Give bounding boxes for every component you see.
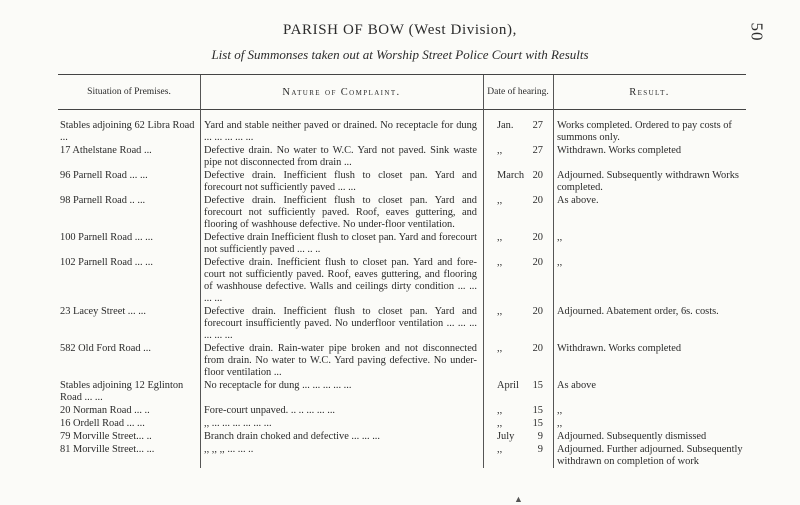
table-row [58, 418, 746, 430]
result-cell: Adjourned. Subsequently dismissed [557, 431, 707, 442]
column-divider [553, 75, 554, 110]
summons-table [58, 74, 746, 468]
result-cell: As above. [557, 195, 599, 206]
complaint-cell: Defective drain. Inefficient flush to closet pan. Yard and forecourt insufficiently paved. No underfloor ventilation ... ... ... ... ... ... [204, 306, 477, 341]
date-cell [483, 170, 553, 194]
table-row [58, 444, 746, 468]
date-month: ,, [497, 343, 503, 354]
result-cell: ,, [557, 418, 563, 429]
complaint-cell: ,, ,, ,, ... ... .. [204, 444, 254, 455]
situation-cell: 20 Norman Road ... .. [60, 405, 150, 416]
header-result: Result. [629, 86, 670, 98]
complaint-cell: No receptacle for dung ... ... ... ... ... [204, 380, 352, 391]
table-header [58, 75, 746, 110]
date-month: ,, [497, 405, 503, 416]
situation-cell: 81 Morville Street... ... [60, 444, 155, 455]
table-row [58, 257, 746, 305]
page-mark: ▲ [514, 494, 523, 504]
result-cell: Adjourned. Further adjourned. Subsequently withdrawn on completion of work [557, 444, 743, 467]
table-row [58, 306, 746, 342]
table-row [58, 145, 746, 169]
complaint-cell: Branch drain choked and defective ... ... ... [204, 431, 380, 442]
situation-cell: 79 Morville Street... .. [60, 431, 152, 442]
date-cell [483, 444, 553, 468]
table-row [58, 120, 746, 144]
date-month: Jan. [497, 120, 514, 131]
situation-cell: 100 Parnell Road ... ... [60, 232, 153, 243]
date-month: ,, [497, 195, 503, 206]
result-cell: Adjourned. Abatement order, 6s. costs. [557, 306, 719, 317]
date-cell [483, 405, 553, 417]
column-divider [483, 75, 484, 110]
date-day: 20 [532, 195, 543, 206]
table-body [58, 110, 746, 468]
date-cell [483, 431, 553, 443]
complaint-cell: Defective drain. No water to W.C. Yard not paved. Sink waste pipe not disconnected from drain ... [204, 145, 477, 168]
column-divider [553, 110, 554, 468]
date-day: 20 [532, 343, 543, 354]
date-cell [483, 145, 553, 169]
date-cell [483, 343, 553, 379]
result-cell: ,, [557, 257, 563, 268]
complaint-cell: Defective drain. Rain-water pipe broken and not disconnected from drain. No water to W.C. Yard paving defective. No under-floor ventilation ... [204, 343, 477, 378]
result-cell: ,, [557, 405, 563, 416]
page-title: PARISH OF BOW (West Division), [283, 22, 517, 38]
situation-cell: 582 Old Ford Road ... [60, 343, 151, 354]
header-complaint: Nature of Complaint. [282, 86, 401, 98]
table-row [58, 170, 746, 194]
date-month: ,, [497, 232, 503, 243]
complaint-cell: Fore-court unpaved. .. .. ... ... ... [204, 405, 336, 416]
date-day: 20 [532, 306, 543, 317]
date-cell [483, 195, 553, 231]
column-divider [200, 110, 201, 468]
date-day: 20 [532, 257, 543, 268]
date-cell [483, 232, 553, 256]
date-day: 15 [532, 380, 543, 391]
complaint-cell: Yard and stable neither paved or drained. No receptacle for dung ... ... ... ... ... [204, 120, 477, 143]
date-cell [483, 120, 553, 144]
date-day: 20 [532, 232, 543, 243]
date-day: 15 [532, 405, 543, 416]
header-situation: Situation of Premises. [87, 87, 171, 97]
date-month: ,, [497, 257, 503, 268]
header-date: Date of hearing. [487, 87, 549, 97]
complaint-cell: Defective drain. Inefficient flush to closet pan. Yard and forecourt not sufficiently paved. Roof, eaves guttering, and flooring of washhouse defective. No under-floor ventilation. [204, 195, 477, 230]
situation-cell: Stables adjoining 12 Eglinton Road ... ... [60, 380, 184, 403]
date-month: ,, [497, 444, 503, 455]
date-cell [483, 306, 553, 342]
column-divider [200, 75, 201, 110]
date-day: 9 [537, 431, 543, 442]
table-row [58, 195, 746, 231]
table-row [58, 380, 746, 404]
date-cell [483, 418, 553, 430]
situation-cell: 96 Parnell Road ... ... [60, 170, 148, 181]
date-month: ,, [497, 418, 503, 429]
date-cell [483, 257, 553, 305]
situation-cell: 102 Parnell Road ... ... [60, 257, 153, 268]
situation-cell: Stables adjoining 62 Libra Road ... [60, 120, 195, 143]
table-row [58, 232, 746, 256]
page-subtitle: List of Summonses taken out at Worship Street Police Court with Results [211, 47, 589, 62]
date-day: 15 [532, 418, 543, 429]
result-cell: ,, [557, 232, 563, 243]
result-cell: Withdrawn. Works completed [557, 343, 682, 354]
date-day: 27 [532, 145, 543, 156]
date-month: ,, [497, 306, 503, 317]
table-row [58, 405, 746, 417]
result-cell: Withdrawn. Works completed [557, 145, 682, 156]
situation-cell: 98 Parnell Road .. ... [60, 195, 146, 206]
date-month: March [497, 170, 525, 181]
complaint-cell: Defective drain. Inefficient flush to closet pan. Yard and forecourt not sufficiently paved ... ... [204, 170, 477, 193]
result-cell: As above [557, 380, 596, 391]
situation-cell: 16 Ordell Road ... ... [60, 418, 145, 429]
date-day: 20 [532, 170, 543, 181]
complaint-cell: Defective drain. Inefficient flush to closet pan. Yard and fore-court not sufficiently paved. Roof, eaves guttering, and flooring of washhouse defective. Walls and ceilings dirty condition ... ... ... ... [204, 257, 477, 304]
date-day: 9 [537, 444, 543, 455]
date-month: July [497, 431, 515, 442]
result-cell: Adjourned. Subsequently withdrawn Works completed. [557, 170, 739, 193]
date-day: 27 [532, 120, 543, 131]
page-number: 50 [747, 22, 767, 42]
complaint-cell: ,, ... ... ... ... ... ... [204, 418, 272, 429]
date-cell [483, 380, 553, 404]
table-row [58, 431, 746, 443]
situation-cell: 17 Athelstane Road ... [60, 145, 152, 156]
table-row [58, 343, 746, 379]
date-month: April [497, 380, 519, 391]
column-divider [483, 110, 484, 468]
complaint-cell: Defective drain Inefficient flush to closet pan. Yard and forecourt not sufficiently paved ... .. .. [204, 232, 477, 255]
situation-cell: 23 Lacey Street ... ... [60, 306, 146, 317]
date-month: ,, [497, 145, 503, 156]
result-cell: Works completed. Ordered to pay costs of summons only. [557, 120, 732, 143]
